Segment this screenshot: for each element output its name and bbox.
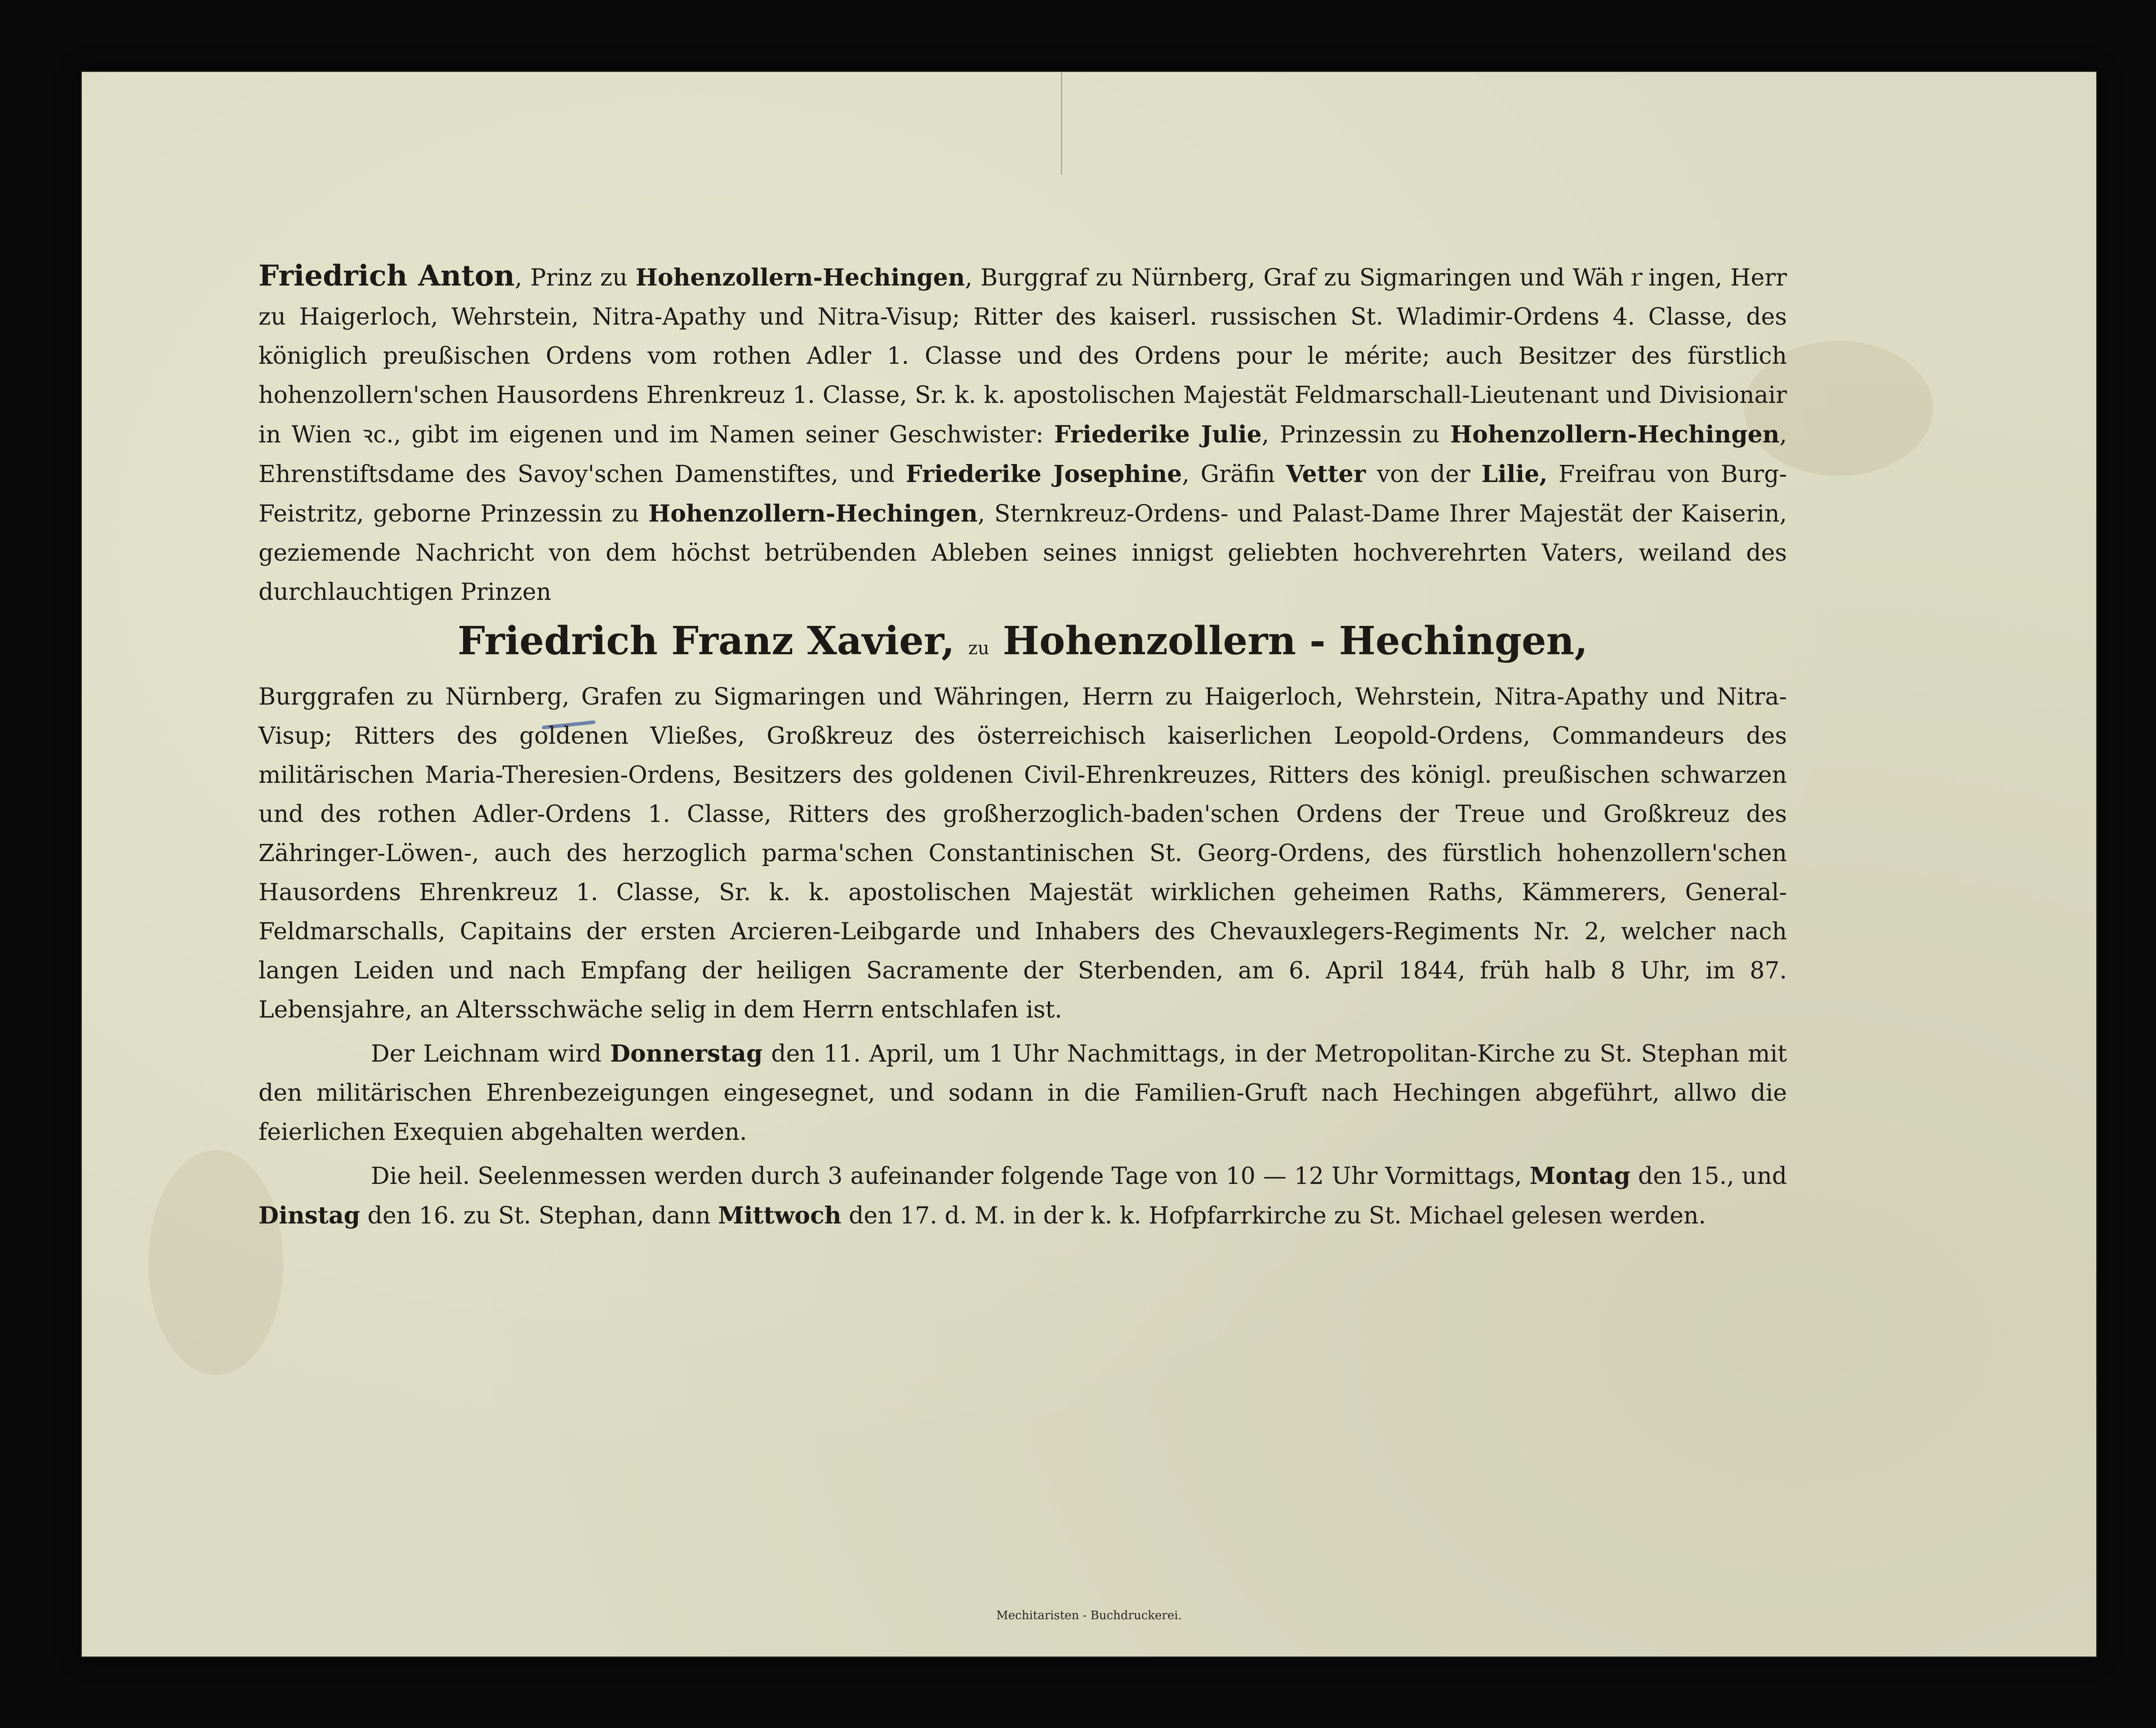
sister-name: Friederike Julie — [1054, 421, 1262, 448]
funeral-paragraph: Der Leichnam wird Donnerstag den 11. April, um 1 Uhr Nachmittags, in der Metropolitan-Kirche zu St. Stephan mit den militärischen Ehrenbezeigungen eingesegnet, und sodann in die Familien-Gruft nach Hechingen abgeführt, allwo die feierlichen Exequien abgehalten werden. — [258, 1040, 1787, 1146]
printer-imprint: Mechitaristen - Buchdruckerei. — [996, 1609, 1182, 1622]
masses-paragraph: Die heil. Seelenmessen werden durch 3 aufeinander folgende Tage von 10 — 12 Uhr Vormittags, Montag den 15., und Dinstag den 16. zu St. Stephan, dann Mittwoch den 17. d. M. in der k. k. Hofpfarrkirche zu St. Michael gelesen werden. — [258, 1162, 1787, 1229]
deceased-name: Friedrich Franz Xavier, — [457, 618, 955, 664]
mass-day: Montag — [1529, 1162, 1630, 1190]
house-name: Hohenzollern-Hechingen — [635, 264, 965, 291]
titles-paragraph: Burggrafen zu Nürnberg, Grafen zu Sigmaringen und Währingen, Herrn zu Haigerloch, Wehrstein, Nitra-Apathy und Nitra-Visup; Ritters des goldenen Vließes, Großkreuz des österreichisch kaiserlichen Leopold-Ordens, Commandeurs des militärischen Maria-Theresien-Ordens, Besitzers des goldenen Civil-Ehrenkreuzes, Ritters des königl. preußischen schwarzen und des rothen Adler-Ordens 1. Classe, Ritters des großherzoglich-baden'schen Ordens der Treue und Großkreuz des Zähringer-Löwen-, auch des herzoglich parma'schen Constantinischen St. Georg-Ordens, des fürstlich hohenzollern'schen Hausordens Ehrenkreuz 1. Classe, Sr. k. k. apostolischen Majestät wirklichen geheimen Raths, Kämmerers, General-Feldmarschalls, Capitains der ersten Arcieren-Leibgarde und Inhabers des Chevauxlegers-Regiments Nr. 2, welcher nach langen Leiden und nach Empfang der heiligen Sacramente der Sterbenden, am 6. April 1844, früh halb 8 Uhr, im 87. Lebensjahre, an Altersschwäche selig in dem Herrn entschlafen ist. — [258, 683, 1787, 1023]
house-name: Hohenzollern-Hechingen — [1450, 421, 1780, 448]
funeral-day: Donnerstag — [610, 1040, 763, 1067]
footer-layer — [81, 71, 2097, 1657]
intro-paragraph: Friedrich Anton, Prinz zu Hohenzollern-Hechingen, Burggraf zu Nürnberg, Graf zu Sigmaringen und Wähｒingen, Herr zu Haigerloch, Wehrstein, Nitra-Apathy und Nitra-Visup; Ritter des kaiserl. russischen St. Wladimir-Ordens 4. Classe, des königlich preußischen Ordens vom rothen Adler 1. Classe und des Ordens pour le mérite; auch Besitzer des fürstlich hohenzollern'schen Hausordens Ehrenkreuz 1. Classe, Sr. k. k. apostolischen Majestät Feldmarschall-Lieutenant und Divisionair in Wien ꝛc., gibt im eigenen und im Namen seiner Geschwister: Friederike Julie, Prinzessin zu Hohenzollern-Hechingen, Ehrenstiftsdame des Savoy'schen Damenstiftes, und Friederike Josephine, Gräfin Vetter von der Lilie, Freifrau von Burg-Feistritz, geborne Prinzessin zu Hohenzollern-Hechingen, Sternkreuz-Ordens- und Palast-Dame Ihrer Majestät der Kaiserin, geziemende Nachricht von dem höchst betrübenden Ableben seines innigst geliebten hochverehrten Vaters, weiland des durchlauchtigen Prinzen — [258, 259, 1787, 606]
house-name: Hohenzollern-Hechingen — [648, 500, 978, 527]
sister-name: Friederike Josephine — [905, 460, 1182, 488]
deceased-zu: zu — [968, 638, 989, 659]
announcer-name: Friedrich Anton — [258, 259, 515, 293]
mass-day: Dinstag — [258, 1202, 361, 1229]
deceased-house: Hohenzollern - Hechingen, — [1002, 618, 1588, 664]
family-name: Vetter — [1286, 460, 1366, 488]
mass-day: Mittwoch — [718, 1202, 842, 1229]
family-name: Lilie, — [1481, 460, 1548, 488]
